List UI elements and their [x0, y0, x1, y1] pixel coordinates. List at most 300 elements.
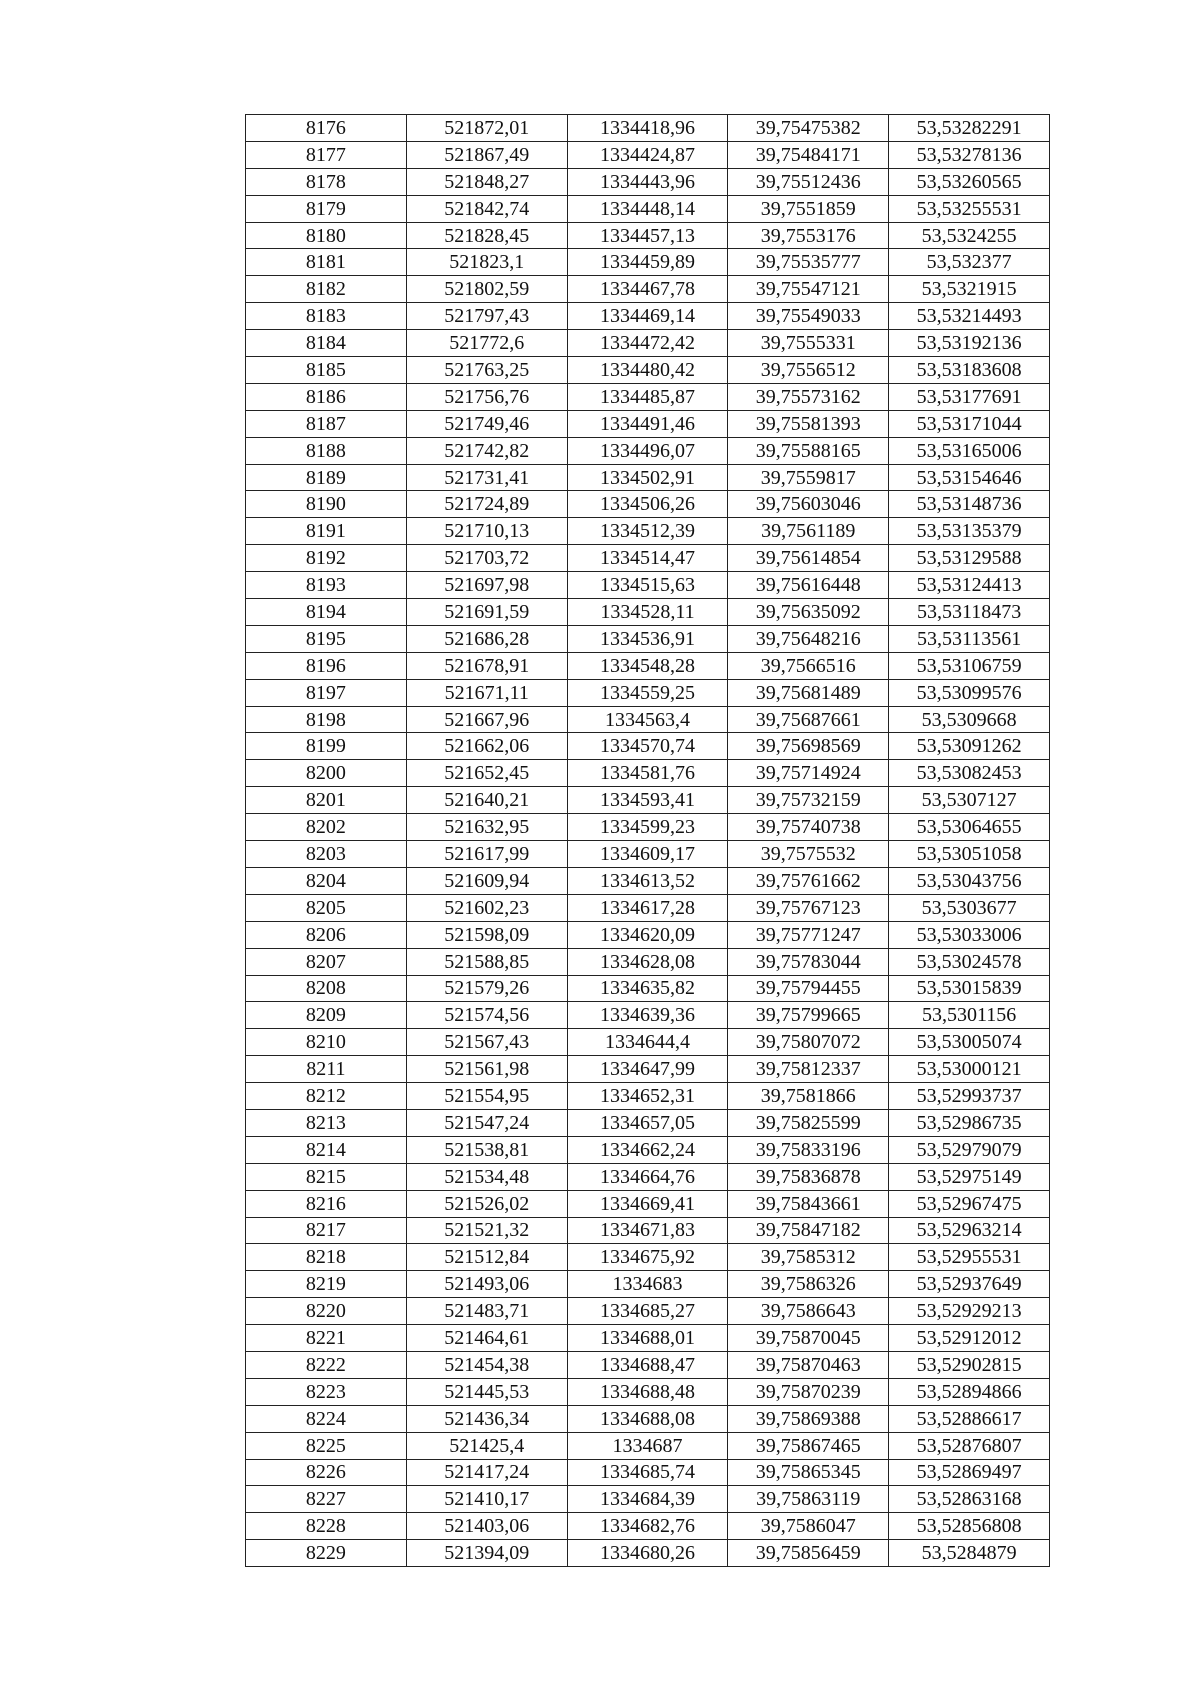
longitude-cell: 39,7575532	[728, 841, 889, 868]
longitude-cell: 39,7585312	[728, 1244, 889, 1271]
longitude-cell: 39,75648216	[728, 625, 889, 652]
x-coordinate-cell: 521436,34	[406, 1405, 567, 1432]
point-number-cell: 8207	[246, 948, 407, 975]
point-number-cell: 8194	[246, 599, 407, 626]
longitude-cell: 39,7586643	[728, 1298, 889, 1325]
longitude-cell: 39,75484171	[728, 141, 889, 168]
x-coordinate-cell: 521617,99	[406, 841, 567, 868]
x-coordinate-cell: 521410,17	[406, 1486, 567, 1513]
latitude-cell: 53,53051058	[889, 841, 1050, 868]
table-row	[246, 303, 1050, 330]
longitude-cell: 39,75863119	[728, 1486, 889, 1513]
longitude-cell: 39,7556512	[728, 357, 889, 384]
x-coordinate-cell: 521749,46	[406, 410, 567, 437]
x-coordinate-cell: 521828,45	[406, 222, 567, 249]
longitude-cell: 39,75549033	[728, 303, 889, 330]
table-row	[246, 141, 1050, 168]
longitude-cell: 39,75865345	[728, 1459, 889, 1486]
longitude-cell: 39,75825599	[728, 1109, 889, 1136]
longitude-cell: 39,75843661	[728, 1190, 889, 1217]
point-number-cell: 8202	[246, 814, 407, 841]
latitude-cell: 53,52902815	[889, 1351, 1050, 1378]
x-coordinate-cell: 521867,49	[406, 141, 567, 168]
x-coordinate-cell: 521534,48	[406, 1163, 567, 1190]
longitude-cell: 39,75714924	[728, 760, 889, 787]
x-coordinate-cell: 521579,26	[406, 975, 567, 1002]
y-coordinate-cell: 1334448,14	[567, 195, 728, 222]
y-coordinate-cell: 1334683	[567, 1271, 728, 1298]
x-coordinate-cell: 521547,24	[406, 1109, 567, 1136]
point-number-cell: 8229	[246, 1540, 407, 1567]
y-coordinate-cell: 1334418,96	[567, 115, 728, 142]
longitude-cell: 39,75812337	[728, 1056, 889, 1083]
table-row	[246, 168, 1050, 195]
y-coordinate-cell: 1334506,26	[567, 491, 728, 518]
x-coordinate-cell: 521538,81	[406, 1136, 567, 1163]
point-number-cell: 8228	[246, 1513, 407, 1540]
y-coordinate-cell: 1334688,47	[567, 1351, 728, 1378]
table-row	[246, 1325, 1050, 1352]
point-number-cell: 8209	[246, 1002, 407, 1029]
point-number-cell: 8190	[246, 491, 407, 518]
longitude-cell: 39,7555331	[728, 330, 889, 357]
point-number-cell: 8221	[246, 1325, 407, 1352]
x-coordinate-cell: 521848,27	[406, 168, 567, 195]
latitude-cell: 53,52869497	[889, 1459, 1050, 1486]
x-coordinate-cell: 521662,06	[406, 733, 567, 760]
table-row	[246, 1244, 1050, 1271]
latitude-cell: 53,53177691	[889, 383, 1050, 410]
longitude-cell: 39,75870045	[728, 1325, 889, 1352]
y-coordinate-cell: 1334485,87	[567, 383, 728, 410]
y-coordinate-cell: 1334620,09	[567, 921, 728, 948]
longitude-cell: 39,75698569	[728, 733, 889, 760]
longitude-cell: 39,75573162	[728, 383, 889, 410]
x-coordinate-cell: 521445,53	[406, 1378, 567, 1405]
point-number-cell: 8211	[246, 1056, 407, 1083]
point-number-cell: 8201	[246, 787, 407, 814]
longitude-cell: 39,7559817	[728, 464, 889, 491]
latitude-cell: 53,53165006	[889, 437, 1050, 464]
y-coordinate-cell: 1334669,41	[567, 1190, 728, 1217]
point-number-cell: 8208	[246, 975, 407, 1002]
latitude-cell: 53,52876807	[889, 1432, 1050, 1459]
point-number-cell: 8224	[246, 1405, 407, 1432]
table-row	[246, 1513, 1050, 1540]
x-coordinate-cell: 521742,82	[406, 437, 567, 464]
latitude-cell: 53,52929213	[889, 1298, 1050, 1325]
x-coordinate-cell: 521454,38	[406, 1351, 567, 1378]
point-number-cell: 8181	[246, 249, 407, 276]
latitude-cell: 53,53005074	[889, 1029, 1050, 1056]
longitude-cell: 39,75836878	[728, 1163, 889, 1190]
table-row	[246, 383, 1050, 410]
latitude-cell: 53,52955531	[889, 1244, 1050, 1271]
point-number-cell: 8197	[246, 679, 407, 706]
x-coordinate-cell: 521724,89	[406, 491, 567, 518]
y-coordinate-cell: 1334657,05	[567, 1109, 728, 1136]
latitude-cell: 53,5303677	[889, 894, 1050, 921]
longitude-cell: 39,75614854	[728, 545, 889, 572]
y-coordinate-cell: 1334685,74	[567, 1459, 728, 1486]
y-coordinate-cell: 1334671,83	[567, 1217, 728, 1244]
x-coordinate-cell: 521609,94	[406, 867, 567, 894]
point-number-cell: 8184	[246, 330, 407, 357]
table-row	[246, 572, 1050, 599]
latitude-cell: 53,52986735	[889, 1109, 1050, 1136]
table-row	[246, 1056, 1050, 1083]
latitude-cell: 53,53260565	[889, 168, 1050, 195]
table-row	[246, 1002, 1050, 1029]
x-coordinate-cell: 521483,71	[406, 1298, 567, 1325]
latitude-cell: 53,53154646	[889, 464, 1050, 491]
x-coordinate-cell: 521493,06	[406, 1271, 567, 1298]
point-number-cell: 8199	[246, 733, 407, 760]
longitude-cell: 39,75512436	[728, 168, 889, 195]
table-row	[246, 894, 1050, 921]
table-row	[246, 1486, 1050, 1513]
y-coordinate-cell: 1334593,41	[567, 787, 728, 814]
x-coordinate-cell: 521691,59	[406, 599, 567, 626]
table-row	[246, 1163, 1050, 1190]
x-coordinate-cell: 521394,09	[406, 1540, 567, 1567]
longitude-cell: 39,75687661	[728, 706, 889, 733]
x-coordinate-cell: 521640,21	[406, 787, 567, 814]
y-coordinate-cell: 1334559,25	[567, 679, 728, 706]
point-number-cell: 8200	[246, 760, 407, 787]
x-coordinate-cell: 521756,76	[406, 383, 567, 410]
y-coordinate-cell: 1334512,39	[567, 518, 728, 545]
table-row	[246, 249, 1050, 276]
latitude-cell: 53,53124413	[889, 572, 1050, 599]
longitude-cell: 39,75635092	[728, 599, 889, 626]
latitude-cell: 53,5284879	[889, 1540, 1050, 1567]
longitude-cell: 39,75740738	[728, 814, 889, 841]
coordinates-table-body	[246, 115, 1050, 1567]
longitude-cell: 39,7581866	[728, 1083, 889, 1110]
y-coordinate-cell: 1334628,08	[567, 948, 728, 975]
x-coordinate-cell: 521602,23	[406, 894, 567, 921]
table-row	[246, 222, 1050, 249]
latitude-cell: 53,52894866	[889, 1378, 1050, 1405]
x-coordinate-cell: 521417,24	[406, 1459, 567, 1486]
y-coordinate-cell: 1334469,14	[567, 303, 728, 330]
point-number-cell: 8182	[246, 276, 407, 303]
y-coordinate-cell: 1334480,42	[567, 357, 728, 384]
point-number-cell: 8185	[246, 357, 407, 384]
longitude-cell: 39,75767123	[728, 894, 889, 921]
point-number-cell: 8191	[246, 518, 407, 545]
table-row	[246, 357, 1050, 384]
point-number-cell: 8214	[246, 1136, 407, 1163]
y-coordinate-cell: 1334639,36	[567, 1002, 728, 1029]
x-coordinate-cell: 521772,6	[406, 330, 567, 357]
y-coordinate-cell: 1334617,28	[567, 894, 728, 921]
y-coordinate-cell: 1334457,13	[567, 222, 728, 249]
longitude-cell: 39,75475382	[728, 115, 889, 142]
table-row	[246, 1298, 1050, 1325]
table-row	[246, 652, 1050, 679]
x-coordinate-cell: 521667,96	[406, 706, 567, 733]
table-row	[246, 518, 1050, 545]
latitude-cell: 53,53282291	[889, 115, 1050, 142]
table-row	[246, 1540, 1050, 1567]
longitude-cell: 39,75870463	[728, 1351, 889, 1378]
point-number-cell: 8217	[246, 1217, 407, 1244]
longitude-cell: 39,7566516	[728, 652, 889, 679]
y-coordinate-cell: 1334467,78	[567, 276, 728, 303]
longitude-cell: 39,7586047	[728, 1513, 889, 1540]
table-row	[246, 1459, 1050, 1486]
point-number-cell: 8178	[246, 168, 407, 195]
point-number-cell: 8210	[246, 1029, 407, 1056]
longitude-cell: 39,7553176	[728, 222, 889, 249]
table-row	[246, 679, 1050, 706]
x-coordinate-cell: 521823,1	[406, 249, 567, 276]
x-coordinate-cell: 521671,11	[406, 679, 567, 706]
y-coordinate-cell: 1334688,48	[567, 1378, 728, 1405]
x-coordinate-cell: 521598,09	[406, 921, 567, 948]
table-row	[246, 760, 1050, 787]
latitude-cell: 53,53106759	[889, 652, 1050, 679]
y-coordinate-cell: 1334502,91	[567, 464, 728, 491]
y-coordinate-cell: 1334684,39	[567, 1486, 728, 1513]
table-row	[246, 464, 1050, 491]
y-coordinate-cell: 1334688,08	[567, 1405, 728, 1432]
x-coordinate-cell: 521403,06	[406, 1513, 567, 1540]
table-row	[246, 733, 1050, 760]
point-number-cell: 8193	[246, 572, 407, 599]
longitude-cell: 39,75616448	[728, 572, 889, 599]
longitude-cell: 39,75681489	[728, 679, 889, 706]
latitude-cell: 53,53015839	[889, 975, 1050, 1002]
table-row	[246, 1109, 1050, 1136]
y-coordinate-cell: 1334688,01	[567, 1325, 728, 1352]
y-coordinate-cell: 1334548,28	[567, 652, 728, 679]
table-row	[246, 599, 1050, 626]
x-coordinate-cell: 521512,84	[406, 1244, 567, 1271]
point-number-cell: 8188	[246, 437, 407, 464]
latitude-cell: 53,532377	[889, 249, 1050, 276]
table-row	[246, 330, 1050, 357]
latitude-cell: 53,53255531	[889, 195, 1050, 222]
x-coordinate-cell: 521567,43	[406, 1029, 567, 1056]
point-number-cell: 8219	[246, 1271, 407, 1298]
latitude-cell: 53,53278136	[889, 141, 1050, 168]
latitude-cell: 53,5307127	[889, 787, 1050, 814]
y-coordinate-cell: 1334647,99	[567, 1056, 728, 1083]
x-coordinate-cell: 521425,4	[406, 1432, 567, 1459]
x-coordinate-cell: 521797,43	[406, 303, 567, 330]
longitude-cell: 39,75833196	[728, 1136, 889, 1163]
latitude-cell: 53,53043756	[889, 867, 1050, 894]
point-number-cell: 8220	[246, 1298, 407, 1325]
point-number-cell: 8203	[246, 841, 407, 868]
y-coordinate-cell: 1334635,82	[567, 975, 728, 1002]
point-number-cell: 8218	[246, 1244, 407, 1271]
longitude-cell: 39,75870239	[728, 1378, 889, 1405]
y-coordinate-cell: 1334652,31	[567, 1083, 728, 1110]
table-row	[246, 975, 1050, 1002]
y-coordinate-cell: 1334491,46	[567, 410, 728, 437]
y-coordinate-cell: 1334443,96	[567, 168, 728, 195]
point-number-cell: 8213	[246, 1109, 407, 1136]
longitude-cell: 39,75807072	[728, 1029, 889, 1056]
latitude-cell: 53,52963214	[889, 1217, 1050, 1244]
longitude-cell: 39,75771247	[728, 921, 889, 948]
y-coordinate-cell: 1334570,74	[567, 733, 728, 760]
point-number-cell: 8179	[246, 195, 407, 222]
x-coordinate-cell: 521652,45	[406, 760, 567, 787]
x-coordinate-cell: 521686,28	[406, 625, 567, 652]
table-row	[246, 410, 1050, 437]
x-coordinate-cell: 521588,85	[406, 948, 567, 975]
latitude-cell: 53,52863168	[889, 1486, 1050, 1513]
x-coordinate-cell: 521561,98	[406, 1056, 567, 1083]
y-coordinate-cell: 1334675,92	[567, 1244, 728, 1271]
x-coordinate-cell: 521464,61	[406, 1325, 567, 1352]
point-number-cell: 8177	[246, 141, 407, 168]
latitude-cell: 53,53033006	[889, 921, 1050, 948]
point-number-cell: 8204	[246, 867, 407, 894]
x-coordinate-cell: 521554,95	[406, 1083, 567, 1110]
latitude-cell: 53,53082453	[889, 760, 1050, 787]
y-coordinate-cell: 1334528,11	[567, 599, 728, 626]
point-number-cell: 8189	[246, 464, 407, 491]
latitude-cell: 53,53135379	[889, 518, 1050, 545]
table-row	[246, 1378, 1050, 1405]
latitude-cell: 53,52975149	[889, 1163, 1050, 1190]
longitude-cell: 39,75547121	[728, 276, 889, 303]
x-coordinate-cell: 521632,95	[406, 814, 567, 841]
x-coordinate-cell: 521763,25	[406, 357, 567, 384]
table-row	[246, 706, 1050, 733]
table-row	[246, 787, 1050, 814]
y-coordinate-cell: 1334496,07	[567, 437, 728, 464]
point-number-cell: 8212	[246, 1083, 407, 1110]
longitude-cell: 39,75603046	[728, 491, 889, 518]
table-row	[246, 1217, 1050, 1244]
table-row	[246, 1190, 1050, 1217]
point-number-cell: 8176	[246, 115, 407, 142]
longitude-cell: 39,75867465	[728, 1432, 889, 1459]
longitude-cell: 39,75581393	[728, 410, 889, 437]
latitude-cell: 53,53064655	[889, 814, 1050, 841]
point-number-cell: 8180	[246, 222, 407, 249]
point-number-cell: 8198	[246, 706, 407, 733]
latitude-cell: 53,53148736	[889, 491, 1050, 518]
longitude-cell: 39,75847182	[728, 1217, 889, 1244]
latitude-cell: 53,52979079	[889, 1136, 1050, 1163]
table-row	[246, 437, 1050, 464]
point-number-cell: 8186	[246, 383, 407, 410]
table-row	[246, 115, 1050, 142]
y-coordinate-cell: 1334424,87	[567, 141, 728, 168]
latitude-cell: 53,53024578	[889, 948, 1050, 975]
coordinates-table	[245, 114, 1050, 1567]
y-coordinate-cell: 1334685,27	[567, 1298, 728, 1325]
point-number-cell: 8183	[246, 303, 407, 330]
table-row	[246, 195, 1050, 222]
latitude-cell: 53,52886617	[889, 1405, 1050, 1432]
y-coordinate-cell: 1334680,26	[567, 1540, 728, 1567]
longitude-cell: 39,75732159	[728, 787, 889, 814]
x-coordinate-cell: 521802,59	[406, 276, 567, 303]
latitude-cell: 53,53000121	[889, 1056, 1050, 1083]
point-number-cell: 8205	[246, 894, 407, 921]
latitude-cell: 53,5321915	[889, 276, 1050, 303]
table-row	[246, 1029, 1050, 1056]
x-coordinate-cell: 521678,91	[406, 652, 567, 679]
longitude-cell: 39,75856459	[728, 1540, 889, 1567]
y-coordinate-cell: 1334563,4	[567, 706, 728, 733]
point-number-cell: 8226	[246, 1459, 407, 1486]
longitude-cell: 39,75794455	[728, 975, 889, 1002]
table-row	[246, 545, 1050, 572]
table-row	[246, 1351, 1050, 1378]
y-coordinate-cell: 1334599,23	[567, 814, 728, 841]
point-number-cell: 8192	[246, 545, 407, 572]
latitude-cell: 53,53091262	[889, 733, 1050, 760]
table-row	[246, 841, 1050, 868]
point-number-cell: 8223	[246, 1378, 407, 1405]
longitude-cell: 39,75588165	[728, 437, 889, 464]
y-coordinate-cell: 1334514,47	[567, 545, 728, 572]
latitude-cell: 53,5301156	[889, 1002, 1050, 1029]
x-coordinate-cell: 521710,13	[406, 518, 567, 545]
x-coordinate-cell: 521521,32	[406, 1217, 567, 1244]
latitude-cell: 53,53192136	[889, 330, 1050, 357]
latitude-cell: 53,53183608	[889, 357, 1050, 384]
latitude-cell: 53,53113561	[889, 625, 1050, 652]
latitude-cell: 53,53118473	[889, 599, 1050, 626]
y-coordinate-cell: 1334472,42	[567, 330, 728, 357]
table-row	[246, 921, 1050, 948]
point-number-cell: 8206	[246, 921, 407, 948]
longitude-cell: 39,75761662	[728, 867, 889, 894]
latitude-cell: 53,5324255	[889, 222, 1050, 249]
point-number-cell: 8222	[246, 1351, 407, 1378]
x-coordinate-cell: 521872,01	[406, 115, 567, 142]
point-number-cell: 8196	[246, 652, 407, 679]
table-row	[246, 1432, 1050, 1459]
table-row	[246, 491, 1050, 518]
table-row	[246, 1136, 1050, 1163]
y-coordinate-cell: 1334662,24	[567, 1136, 728, 1163]
table-row	[246, 1083, 1050, 1110]
y-coordinate-cell: 1334581,76	[567, 760, 728, 787]
point-number-cell: 8216	[246, 1190, 407, 1217]
longitude-cell: 39,7586326	[728, 1271, 889, 1298]
table-row	[246, 1405, 1050, 1432]
y-coordinate-cell: 1334515,63	[567, 572, 728, 599]
longitude-cell: 39,75535777	[728, 249, 889, 276]
table-row	[246, 276, 1050, 303]
x-coordinate-cell: 521697,98	[406, 572, 567, 599]
y-coordinate-cell: 1334609,17	[567, 841, 728, 868]
point-number-cell: 8187	[246, 410, 407, 437]
longitude-cell: 39,75869388	[728, 1405, 889, 1432]
point-number-cell: 8225	[246, 1432, 407, 1459]
table-row	[246, 1271, 1050, 1298]
latitude-cell: 53,53099576	[889, 679, 1050, 706]
longitude-cell: 39,7561189	[728, 518, 889, 545]
point-number-cell: 8227	[246, 1486, 407, 1513]
y-coordinate-cell: 1334536,91	[567, 625, 728, 652]
y-coordinate-cell: 1334687	[567, 1432, 728, 1459]
latitude-cell: 53,52937649	[889, 1271, 1050, 1298]
latitude-cell: 53,52967475	[889, 1190, 1050, 1217]
